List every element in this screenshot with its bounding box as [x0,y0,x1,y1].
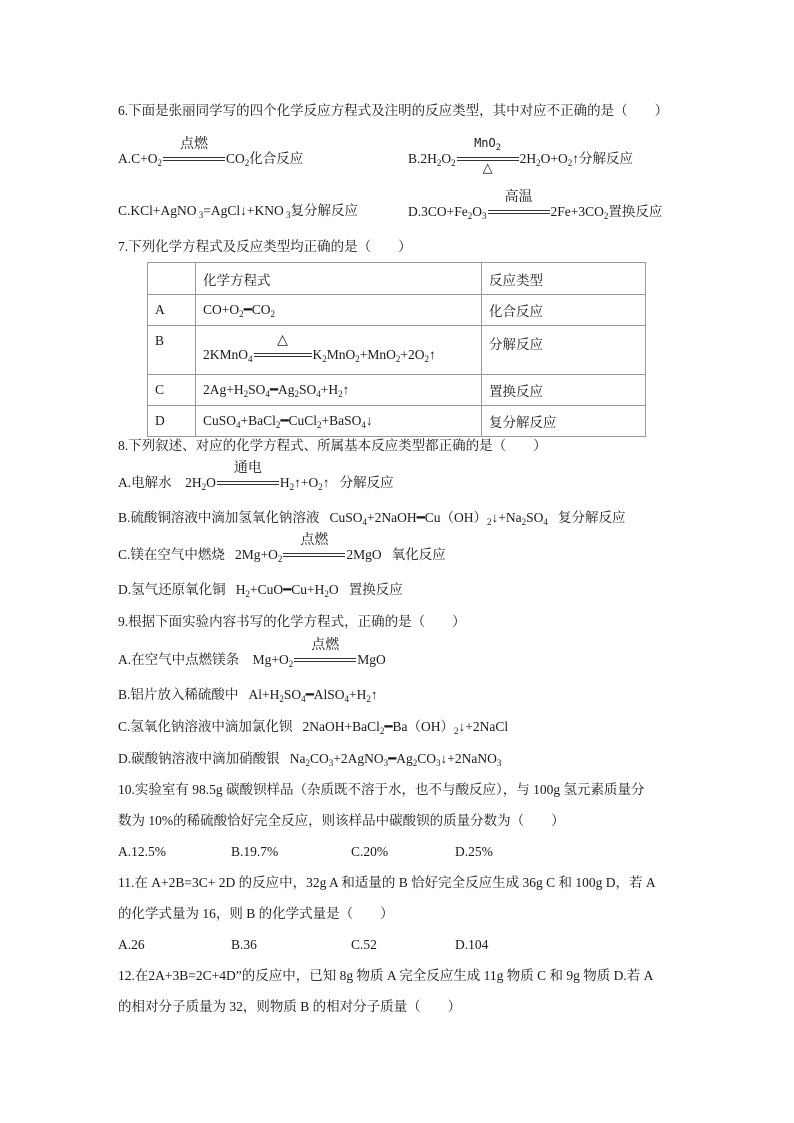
q8-option-d[interactable]: D.氢气还原氧化铜 $H_2+CuO━Cu+H_2O$ 置换反应 [118,582,403,599]
reaction-arrow [254,332,312,359]
option-a[interactable]: A.12.5% [118,844,166,859]
q9-stem: 9.根据下面实验内容书写的化学方程式，正确的是（ ） [118,614,466,629]
q8-d-type: 置换反应 [348,582,403,597]
q6-b-type: 分解反应 [579,151,634,166]
option-c[interactable]: C.20% [351,844,389,859]
q8-c-type: 氧化反应 [391,547,446,562]
reaction-arrow [163,136,225,163]
q6-option-c[interactable]: C.KCl+AgNO $_3$=AgCl↓+KNO $_3$复分解反应 [118,203,358,220]
reaction-type: 化合反应 [482,295,646,326]
table-row[interactable] [148,326,646,375]
q12-stem-line1: 12.在2A+3B=2C+4D”的反应中，已知 8g 物质 A 完全反应生成 11g 物质 C 和 9g 物质 D.若 A [118,968,654,983]
q8-option-c[interactable]: C.镁在空气中燃烧 $2Mg+O_2$ 点燃 2MgO 氧化反应 [118,532,446,564]
q6-c-reactants: C.KCl+AgNO [118,203,197,218]
q7-stem: 7.下列化学方程式及反应类型均正确的是（ ） [118,239,412,254]
option-d[interactable]: D.25% [455,844,493,859]
reaction-arrow [217,460,279,487]
q6-a-product: CO [226,151,245,166]
equation: CuSO$_4$+BaCl$_2$━CuCl$_2$+BaSO$_4$↓ [196,406,482,437]
q8-d-desc: D.氢气还原氧化铜 [118,582,226,597]
q6-d-products: 2Fe+3CO [550,204,604,219]
q8-a-desc: A.电解水 [118,475,172,490]
q6-c-type: 复分解反应 [290,203,358,218]
q6-a-type: 化合反应 [249,151,304,166]
q6-c-products: =AgCl↓+KNO [203,203,284,218]
q9-option-b[interactable]: B.铝片放入稀硫酸中 $Al+H_2SO_4━AlSO_4+H_2↑$ [118,687,378,704]
q10-stem-line2: 数为 10%的稀硫酸恰好完全反应，则该样品中碳酸钡的质量分数为（ ） [118,813,565,828]
q11-stem-line2: 的化学式量为 16，则 B 的化学式量是（ ） [118,906,394,921]
reaction-type: 分解反应 [482,326,646,375]
heat-symbol: △ [482,160,493,175]
q9-d-desc: D.碳酸钠溶液中滴加硝酸银 [118,751,280,766]
q8-stem: 8.下列叙述、对应的化学方程式、所属基本反应类型都正确的是（ ） [118,438,547,453]
q6-option-b[interactable]: $B.2H_2O_2$ MnO$_2$ △ $2H_2O+O_2↑$分解反应 [408,136,634,175]
q8-b-desc: B.硫酸铜溶液中滴加氢氧化钠溶液 [118,510,320,525]
q8-a-type: 分解反应 [339,475,394,490]
q9-b-desc: B.铝片放入稀硫酸中 [118,687,239,702]
condition-label: 通电 [233,460,262,476]
q9-option-c[interactable]: C.氢氧化钠溶液中滴加氯化钡 $2NaOH+BaCl_2━Ba(OH)_2↓+2NaCl$ [118,719,509,736]
equation: $2Ag+H_2SO_4━Ag_2SO_4+H_2↑$ [196,375,482,406]
table-header-cell [148,263,196,295]
q6-b-products: 2H [519,151,537,166]
table-row[interactable] [148,375,646,406]
q12-stem-line2: 的相对分子质量为 32，则物质 B 的相对分子质量（ ） [118,999,462,1014]
condition-label: 点燃 [180,136,208,152]
table-header-cell: 反应类型 [482,263,646,295]
table-row[interactable] [148,406,646,437]
option-d[interactable]: D.104 [455,937,489,952]
reaction-type: 复分解反应 [482,406,646,437]
row-label: B [148,326,196,375]
reaction-arrow [457,136,519,175]
q7-table [147,262,646,437]
q6-option-a[interactable]: $A.C+O_2$ 点燃 $CO_2$化合反应 [118,136,304,168]
condition-label: 点燃 [300,532,329,548]
q6-option-d[interactable]: $D.3CO+Fe_2O_3$ 高温 $2Fe+3CO_2$置换反应 [408,189,663,221]
q9-c-desc: C.氢氧化钠溶液中滴加氯化钡 [118,719,293,734]
q8-option-b[interactable]: B.硫酸铜溶液中滴加氢氧化钠溶液 $CuSO_4+2NaOH━Cu(OH)_2↓+Na_2SO_4$ 复分解反应 [118,510,626,527]
q6-a-reactants: A.C+O [118,151,158,166]
q9-option-d[interactable]: D.碳酸钠溶液中滴加硝酸银 $Na_2CO_3+2AgNO_3━Ag_2CO_3↓+2NaNO_3$ [118,751,502,768]
row-label: A [148,295,196,326]
table-row[interactable] [148,295,646,326]
equation: 2KMnO$_4$ △ $K_2MnO_2+MnO_2+2O_2↑$ [196,326,482,375]
reaction-arrow [283,532,345,559]
condition-label: 高温 [504,189,533,205]
q6-d-type: 置换反应 [608,204,663,219]
condition-label: 点燃 [311,637,340,653]
q9-option-a[interactable]: A.在空气中点燃镁条 $Mg+O_2$ 点燃 MgO [118,637,386,669]
q10-stem-line1: 10.实验室有 98.5g 碳酸钡样品（杂质既不溶于水，也不与酸反应），与 100g 氢元素质量分 [118,782,645,797]
q9-a-desc: A.在空气中点燃镁条 [118,652,240,667]
option-c[interactable]: C.52 [351,937,377,952]
heat-symbol: △ [277,332,288,348]
option-b[interactable]: B.36 [231,937,257,952]
row-label: C [148,375,196,406]
q8-b-type: 复分解反应 [558,510,626,525]
q11-stem-line1: 11.在 A+2B=3C+ 2D 的反应中，32g A 和适量的 B 恰好完全反应生成 36g C 和 100g D，若 A [118,875,656,890]
reaction-arrow [294,637,356,664]
condition-label: MnO$_2$ [474,136,502,153]
row-label: D [148,406,196,437]
option-a[interactable]: A.26 [118,937,145,952]
q8-option-a[interactable]: A.电解水 $2H_2O$ 通电 $H_2↑+O_2↑$ 分解反应 [118,460,394,492]
equation: $CO+O_2━CO_2$ [196,295,482,326]
reaction-type: 置换反应 [482,375,646,406]
q6-b-reactants: B.2H [408,151,437,166]
q8-c-desc: C.镁在空气中燃烧 [118,547,225,562]
table-header-cell: 化学方程式 [196,263,482,295]
reaction-arrow [488,189,550,216]
option-b[interactable]: B.19.7% [231,844,279,859]
q6-d-reactants: D.3CO+Fe [408,204,468,219]
q6-stem: 6.下面是张丽同学写的四个化学反应方程式及注明的反应类型，其中对应不正确的是（ ） [118,103,669,118]
